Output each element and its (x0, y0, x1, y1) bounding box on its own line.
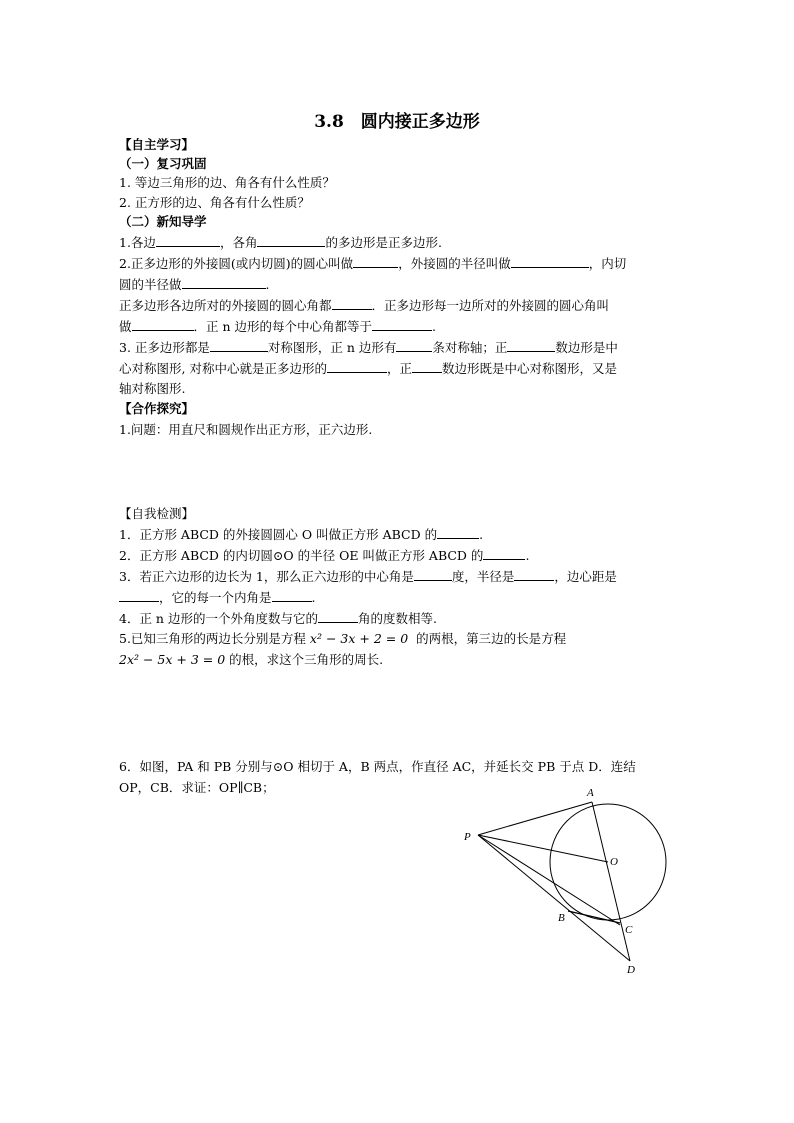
text: 3．若正六边形的边长为 1，那么正六边形的中心角是 (119, 569, 414, 584)
blank (437, 525, 479, 539)
review-question-2: 2. 正方形的边、角各有什么性质？ (119, 195, 310, 210)
tangent-circle-figure (450, 785, 710, 985)
text: 角的度数相等. (357, 611, 437, 626)
blank (210, 338, 268, 352)
blank (396, 338, 432, 352)
section-new-knowledge: （二）新知导学 (119, 214, 207, 229)
label-c: C (625, 924, 633, 936)
section-self-check: 【自我检测】 (119, 506, 195, 521)
guide-line-4 (119, 296, 609, 315)
segment-ad (592, 802, 630, 961)
text: ．正 n 边形的每个中心角都等于 (193, 319, 373, 334)
text: 正多边形各边所对的外接圆的圆心角都 (119, 298, 332, 313)
blank (372, 317, 432, 331)
text: ，外接圆的半径叫做 (398, 256, 511, 271)
text: 2.正多边形的外接圆(或内切圆)的圆心叫做 (119, 256, 354, 271)
text: 5.已知三角形的两边长分别是方程 (119, 631, 306, 646)
guide-line-3 (119, 275, 270, 294)
guide-line-7 (119, 359, 617, 378)
text: 的两根，第三边的长是方程 (416, 631, 567, 646)
blank (332, 296, 372, 310)
text: 的多边形是正多边形. (325, 235, 442, 250)
blank (507, 338, 555, 352)
text: . (479, 527, 484, 542)
segment-pd (478, 835, 630, 961)
text: . (525, 548, 530, 563)
check-question-5-line-2 (119, 651, 383, 669)
text: 对称图形，正 n 边形有 (267, 340, 397, 355)
text: 数边形既是中心对称图形，又是 (441, 361, 617, 376)
text: 1．正方形 ABCD 的外接圆圆心 O 叫做正方形 ABCD 的 (119, 527, 438, 542)
text: 做 (119, 319, 132, 334)
text: 4．正 n 边形的一个外角度数与它的 (119, 611, 318, 626)
guide-line-8: 轴对称图形. (119, 381, 186, 396)
section-review: （一）复习巩固 (119, 156, 207, 171)
text: 数边形是中 (555, 340, 618, 355)
text: . (265, 277, 270, 292)
guide-line-5 (119, 317, 436, 336)
text: ．正多边形每一边所对的外接圆的圆心角叫 (371, 298, 610, 313)
check-question-5-line-1 (119, 630, 566, 648)
blank (257, 233, 325, 247)
check-question-1 (119, 525, 483, 544)
text: 度，半径是 (451, 569, 515, 584)
text: . (311, 590, 316, 605)
blank (353, 254, 398, 268)
text: 的根，求这个三角形的周长. (229, 652, 384, 667)
check-question-3-line-2 (119, 588, 316, 607)
segment-bc (568, 911, 620, 923)
text: ，它的每一个内角是 (159, 590, 272, 605)
text: 圆的半径做 (119, 277, 182, 292)
text: ，正 (386, 361, 412, 376)
label-d: D (627, 964, 635, 976)
check-question-2 (119, 546, 529, 565)
segment-po (478, 835, 608, 862)
blank (318, 609, 358, 623)
blank (119, 588, 159, 602)
segment-pc (478, 835, 620, 925)
label-a: A (587, 787, 594, 799)
blank (414, 567, 452, 581)
blank (182, 275, 266, 289)
blank (132, 317, 194, 331)
segment-pa (478, 802, 592, 835)
text: 1.各边 (119, 235, 156, 250)
text: 2．正方形 ABCD 的内切圆⊙O 的半径 OE 叫做正方形 ABCD 的 (119, 548, 484, 563)
guide-line-6 (119, 338, 618, 357)
check-question-4 (119, 609, 437, 628)
blank (412, 359, 442, 373)
blank (272, 588, 312, 602)
section-self-study: 【自主学习】 (119, 137, 195, 152)
equation-1: x² − 3x + 2 = 0 (309, 631, 409, 646)
page-title: 3.8 圆内接正多边形 (314, 112, 480, 132)
text: 3. 正多边形都是 (119, 340, 210, 355)
blank (156, 233, 220, 247)
text: ，内切 (588, 256, 627, 271)
equation-2: 2x² − 5x + 3 = 0 (119, 652, 226, 667)
label-b: B (558, 912, 565, 924)
text: 心对称图形, 对称中心就是正多边形的 (119, 361, 327, 376)
check-question-6-line-1: 6．如图，PA 和 PB 分别与⊙O 相切于 A，B 两点，作直径 AC，并延长交 PB 于点 D．连结 (119, 759, 636, 774)
blank (514, 567, 554, 581)
guide-line-1 (119, 233, 442, 252)
text: ，各角 (219, 235, 258, 250)
section-cooperate: 【合作探究】 (119, 401, 195, 416)
label-o: O (610, 856, 618, 868)
check-question-3-line-1 (119, 567, 617, 586)
check-question-6-line-2: OP，CB．求证：OP∥CB； (119, 780, 275, 795)
cooperate-question-1: 1.问题：用直尺和圆规作出正方形，正六边形. (119, 422, 373, 437)
text: . (432, 319, 436, 334)
blank (511, 254, 589, 268)
text: ，边心距是 (554, 569, 617, 584)
label-p: P (464, 831, 471, 843)
text: 条对称轴；正 (432, 340, 508, 355)
guide-line-2 (119, 254, 626, 273)
blank (327, 359, 387, 373)
blank (483, 546, 525, 560)
review-question-1: 1. 等边三角形的边、角各有什么性质？ (119, 175, 335, 190)
